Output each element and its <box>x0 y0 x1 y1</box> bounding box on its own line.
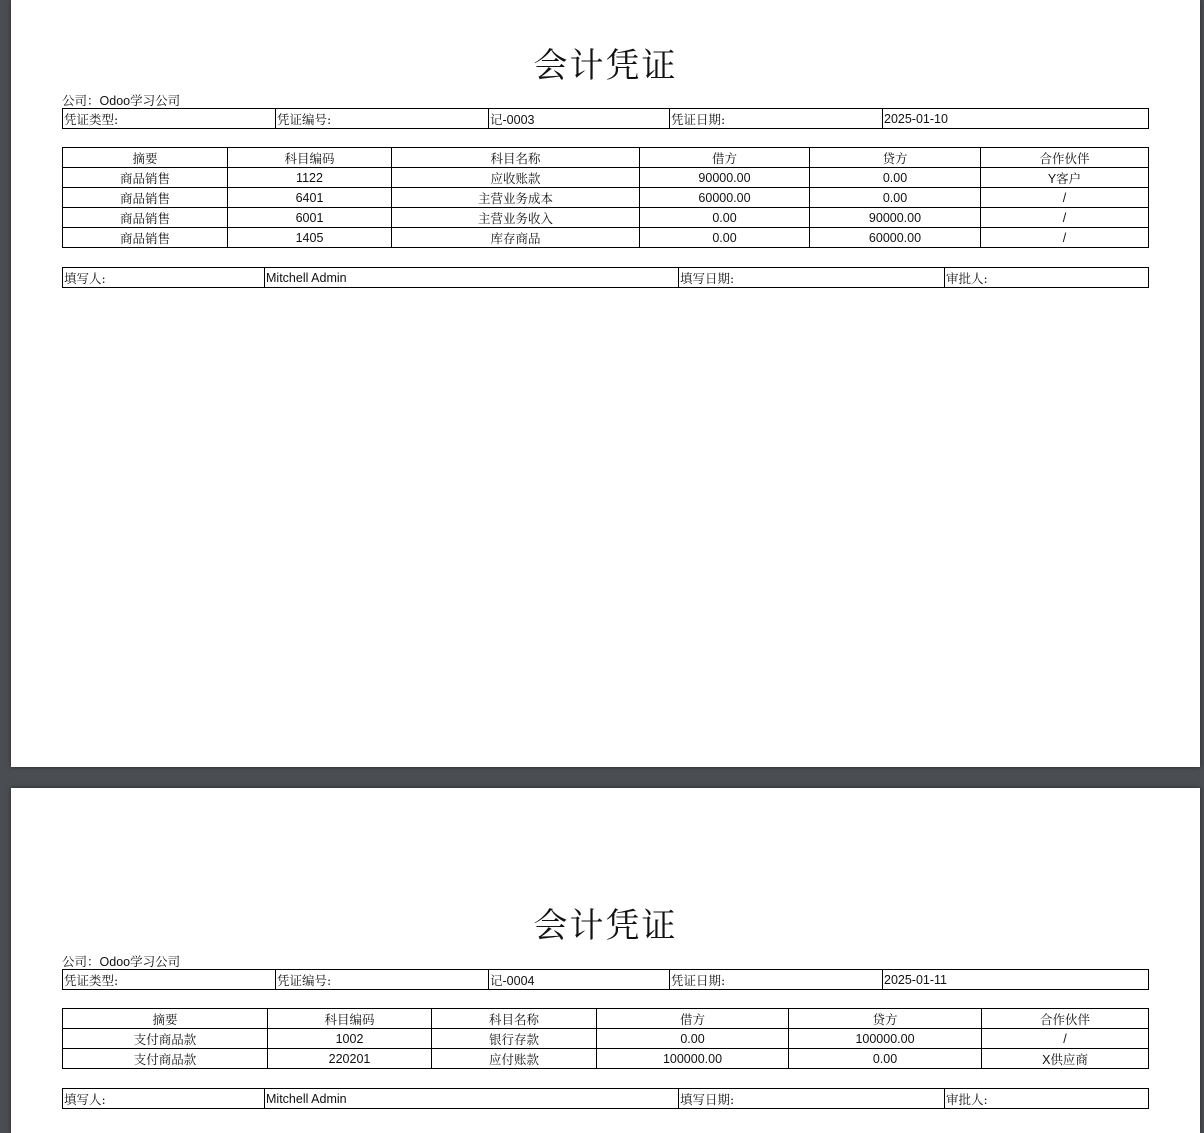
filler-value: Mitchell Admin <box>265 268 679 288</box>
debit-cell: 0.00 <box>640 228 810 248</box>
voucher-number-label: 凭证编号: <box>276 109 489 129</box>
column-header: 科目名称 <box>392 148 640 168</box>
table-row <box>63 1029 1149 1049</box>
summary-cell: 商品销售 <box>63 188 228 208</box>
voucher-number-value: 记-0003 <box>489 109 670 129</box>
voucher-page-2 <box>11 788 1200 1133</box>
voucher-lines-table <box>62 147 1149 248</box>
voucher-date-label: 凭证日期: <box>670 970 883 990</box>
fill-date-label: 填写日期: <box>679 268 945 288</box>
voucher-lines-table <box>62 1008 1149 1069</box>
account-name-cell: 主营业务成本 <box>392 188 640 208</box>
company-name: Odoo学习公司 <box>99 94 181 108</box>
credit-cell: 0.00 <box>789 1049 982 1069</box>
account-code-cell: 1002 <box>268 1029 432 1049</box>
column-header: 借方 <box>597 1009 789 1029</box>
page-title: 会计凭证 <box>533 906 678 946</box>
approver-label: 审批人: <box>945 1089 1149 1109</box>
voucher-footer-table <box>62 1088 1149 1109</box>
filler-label: 填写人: <box>63 1089 265 1109</box>
account-code-cell: 220201 <box>268 1049 432 1069</box>
credit-cell: 60000.00 <box>810 228 981 248</box>
account-code-cell: 6401 <box>228 188 392 208</box>
column-header: 科目编码 <box>228 148 392 168</box>
company-line <box>62 952 180 970</box>
voucher-type-label: 凭证类型: <box>63 970 276 990</box>
column-header: 摘要 <box>63 148 228 168</box>
voucher-info-table <box>62 108 1149 129</box>
voucher-date-value: 2025-01-11 <box>883 970 1149 990</box>
debit-cell: 100000.00 <box>597 1049 789 1069</box>
voucher-type-label: 凭证类型: <box>63 109 276 129</box>
account-name-cell: 库存商品 <box>392 228 640 248</box>
voucher-number-label: 凭证编号: <box>276 970 489 990</box>
column-header: 合作伙伴 <box>981 148 1149 168</box>
table-header-row <box>63 148 1149 168</box>
column-header: 借方 <box>640 148 810 168</box>
account-name-cell: 主营业务收入 <box>392 208 640 228</box>
voucher-footer-table <box>62 267 1149 288</box>
filler-label: 填写人: <box>63 268 265 288</box>
account-code-cell: 1122 <box>228 168 392 188</box>
partner-cell: / <box>982 1029 1149 1049</box>
table-header-row <box>63 1009 1149 1029</box>
table-row <box>63 208 1149 228</box>
company-line <box>62 91 180 109</box>
summary-cell: 商品销售 <box>63 208 228 228</box>
partner-cell: Y客户 <box>981 168 1149 188</box>
credit-cell: 0.00 <box>810 168 981 188</box>
filler-value: Mitchell Admin <box>265 1089 679 1109</box>
voucher-page-1 <box>11 0 1200 767</box>
table-row <box>63 228 1149 248</box>
debit-cell: 60000.00 <box>640 188 810 208</box>
credit-cell: 100000.00 <box>789 1029 982 1049</box>
column-header: 科目编码 <box>268 1009 432 1029</box>
voucher-date-value: 2025-01-10 <box>883 109 1149 129</box>
partner-cell: / <box>981 228 1149 248</box>
summary-cell: 支付商品款 <box>63 1049 268 1069</box>
voucher-date-label: 凭证日期: <box>670 109 883 129</box>
account-name-cell: 应付账款 <box>432 1049 597 1069</box>
credit-cell: 90000.00 <box>810 208 981 228</box>
summary-cell: 商品销售 <box>63 228 228 248</box>
column-header: 贷方 <box>789 1009 982 1029</box>
column-header: 科目名称 <box>432 1009 597 1029</box>
voucher-number-value: 记-0004 <box>489 970 670 990</box>
account-code-cell: 6001 <box>228 208 392 228</box>
fill-date-label: 填写日期: <box>679 1089 945 1109</box>
approver-label: 审批人: <box>945 268 1149 288</box>
table-row <box>63 188 1149 208</box>
summary-cell: 商品销售 <box>63 168 228 188</box>
debit-cell: 0.00 <box>597 1029 789 1049</box>
partner-cell: X供应商 <box>982 1049 1149 1069</box>
company-label: 公司： <box>62 954 100 969</box>
column-header: 合作伙伴 <box>982 1009 1149 1029</box>
table-row <box>63 168 1149 188</box>
partner-cell: / <box>981 188 1149 208</box>
account-name-cell: 应收账款 <box>392 168 640 188</box>
company-name: Odoo学习公司 <box>99 955 181 969</box>
summary-cell: 支付商品款 <box>63 1029 268 1049</box>
company-label: 公司： <box>62 93 100 108</box>
debit-cell: 90000.00 <box>640 168 810 188</box>
partner-cell: / <box>981 208 1149 228</box>
debit-cell: 0.00 <box>640 208 810 228</box>
voucher-info-table <box>62 969 1149 990</box>
account-name-cell: 银行存款 <box>432 1029 597 1049</box>
column-header: 摘要 <box>63 1009 268 1029</box>
table-row <box>63 1049 1149 1069</box>
credit-cell: 0.00 <box>810 188 981 208</box>
page-title: 会计凭证 <box>533 46 678 86</box>
account-code-cell: 1405 <box>228 228 392 248</box>
column-header: 贷方 <box>810 148 981 168</box>
